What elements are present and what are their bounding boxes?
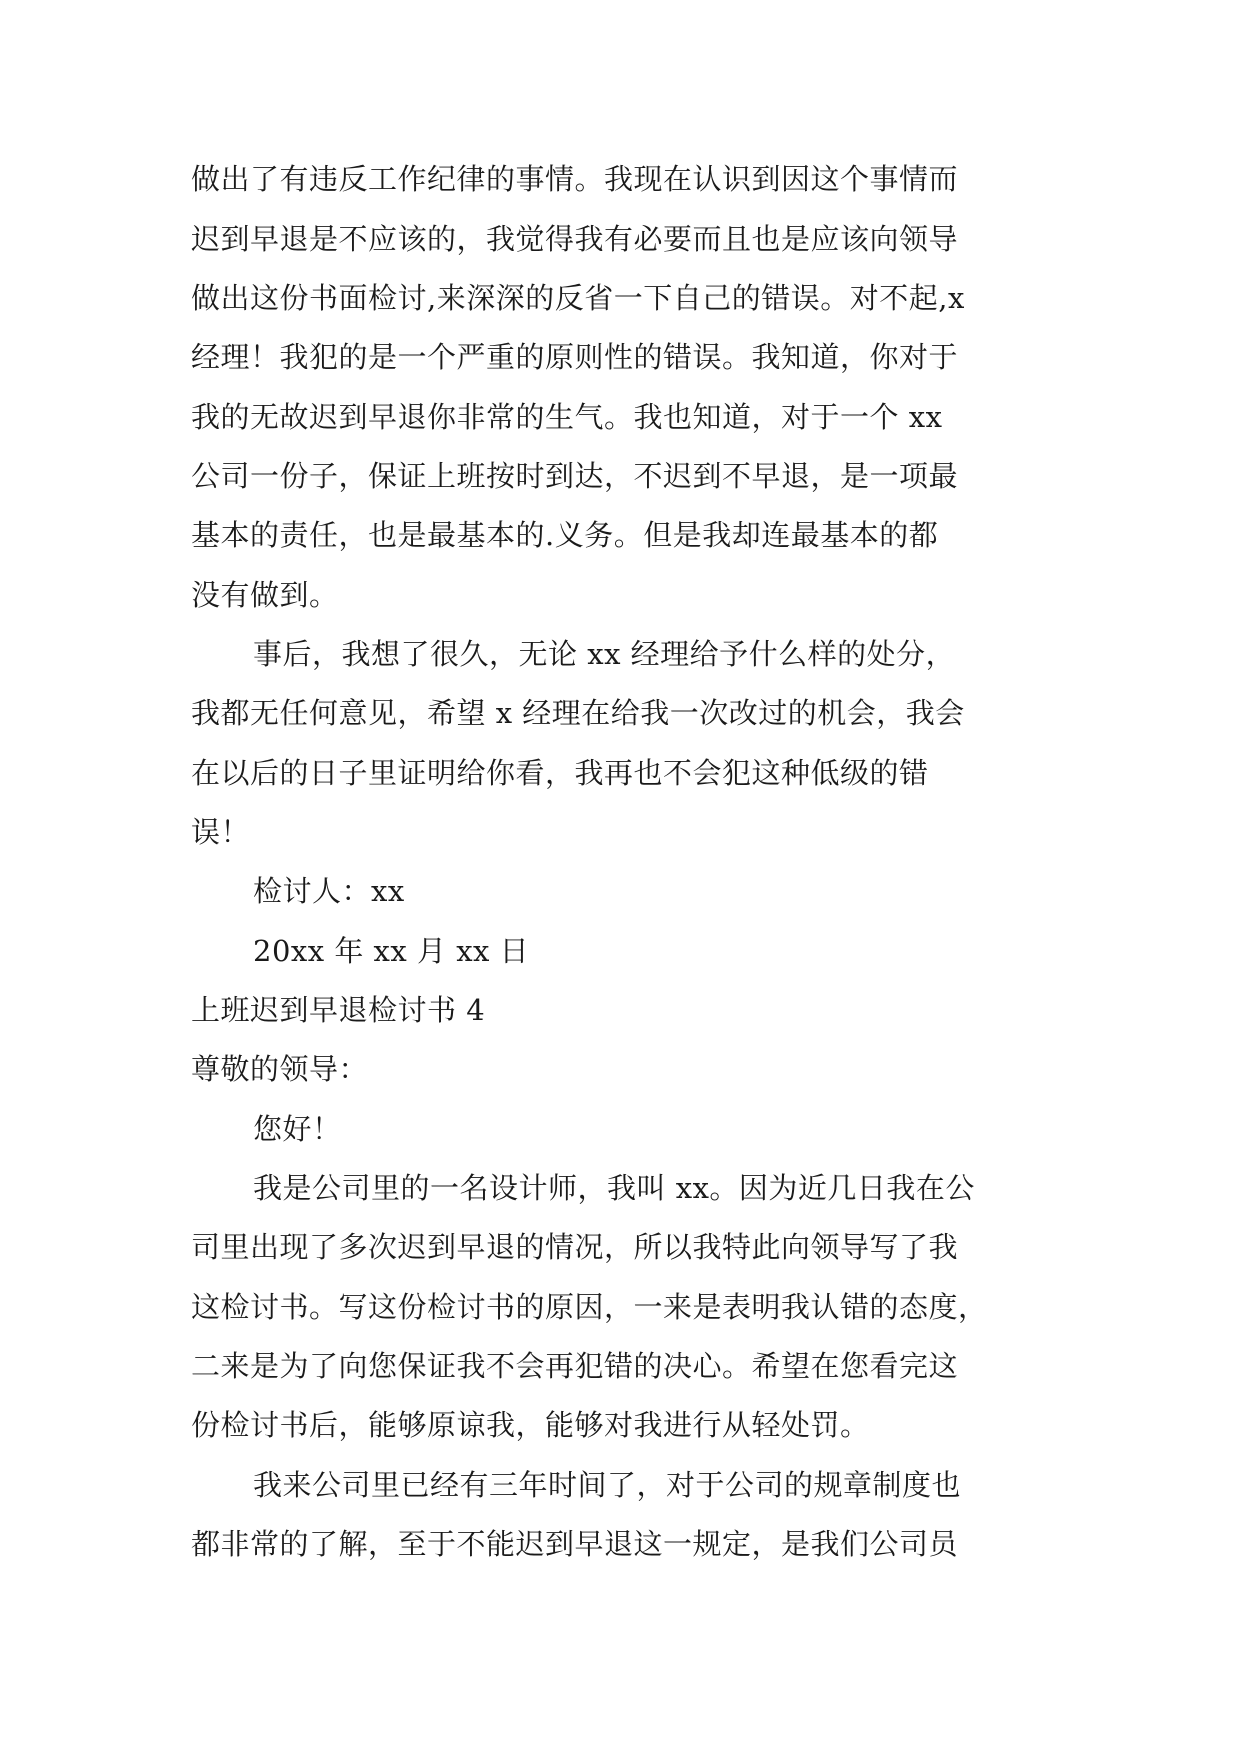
paragraph-first-line: 事后，我想了很久，无论 xx 经理给予什么样的处分， bbox=[253, 637, 956, 671]
signature-date: 20xx 年 xx 月 xx 日 bbox=[253, 934, 530, 968]
text-line: 这检讨书。写这份检讨书的原因，一来是表明我认错的态度， bbox=[191, 1290, 988, 1324]
section-title: 上班迟到早退检讨书 4 bbox=[191, 993, 486, 1027]
text-line: 份检讨书后，能够原谅我，能够对我进行从轻处罚。 bbox=[191, 1408, 870, 1442]
signature-name: 检讨人：xx bbox=[253, 874, 405, 908]
text-line: 在以后的日子里证明给你看，我再也不会犯这种低级的错 bbox=[191, 756, 929, 790]
text-line: 都非常的了解，至于不能迟到早退这一规定，是我们公司员 bbox=[191, 1527, 959, 1561]
text-line: 误！ bbox=[191, 815, 251, 849]
text-line: 我都无任何意见，希望 x 经理在给我一次改过的机会，我会 bbox=[191, 696, 965, 730]
text-line: 迟到早退是不应该的，我觉得我有必要而且也是应该向领导 bbox=[191, 222, 959, 256]
text-line: 基本的责任，也是最基本的.义务。但是我却连最基本的都 bbox=[191, 518, 939, 552]
paragraph-first-line: 我来公司里已经有三年时间了，对于公司的规章制度也 bbox=[253, 1468, 962, 1502]
text-line: 我的无故迟到早退你非常的生气。我也知道，对于一个 xx bbox=[191, 400, 943, 434]
salutation: 尊敬的领导： bbox=[191, 1052, 369, 1086]
text-line: 公司一份子，保证上班按时到达，不迟到不早退，是一项最 bbox=[191, 459, 959, 493]
text-line: 经理！我犯的是一个严重的原则性的错误。我知道，你对于 bbox=[191, 340, 959, 374]
text-line: 二来是为了向您保证我不会再犯错的决心。希望在您看完这 bbox=[191, 1349, 959, 1383]
greeting: 您好！ bbox=[253, 1112, 342, 1146]
text-line: 做出这份书面检讨,来深深的反省一下自己的错误。对不起,x bbox=[191, 281, 965, 315]
text-line: 司里出现了多次迟到早退的情况，所以我特此向领导写了我 bbox=[191, 1230, 959, 1264]
text-line: 没有做到。 bbox=[191, 578, 339, 612]
text-line: 做出了有违反工作纪律的事情。我现在认识到因这个事情而 bbox=[191, 162, 959, 196]
paragraph-first-line: 我是公司里的一名设计师，我叫 xx。因为近几日我在公 bbox=[253, 1171, 975, 1205]
